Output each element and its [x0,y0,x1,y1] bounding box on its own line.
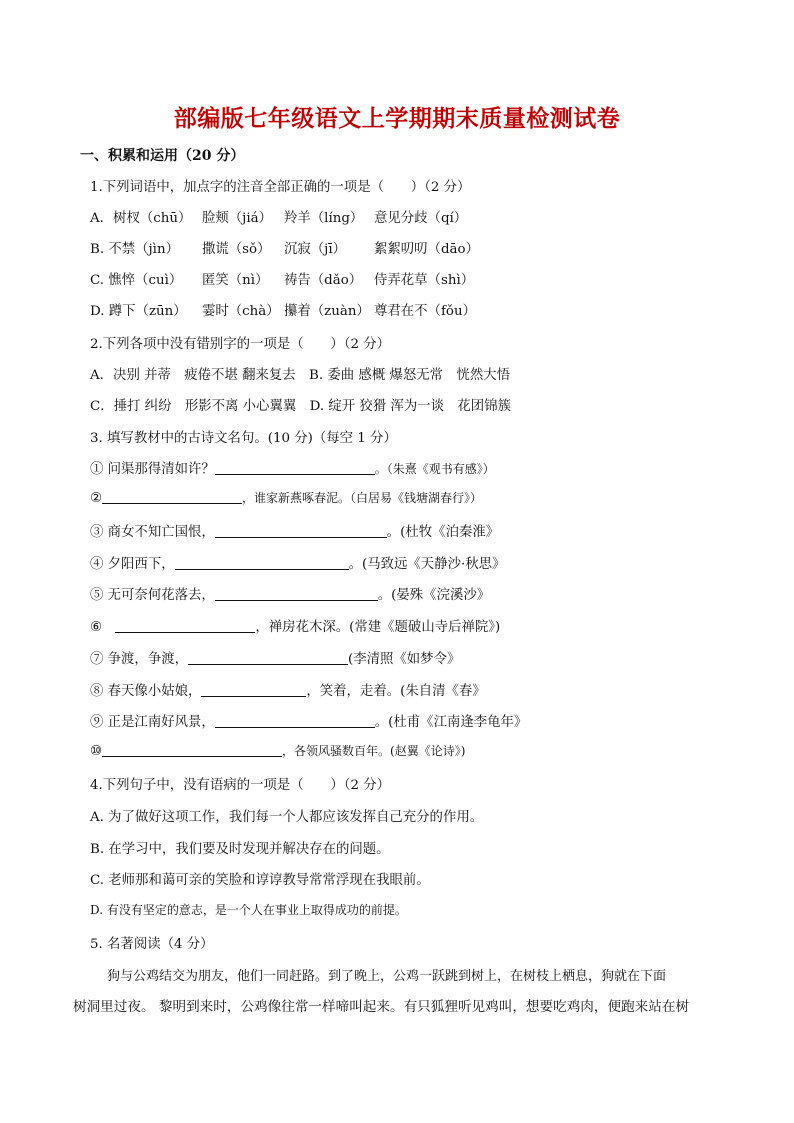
question-2-options-cd: C．捶打 纠纷 形影不离 小心翼翼 D. 绽开 狡猾 浑为一谈 花团锦簇 [90,399,511,414]
option-term: C. 憔悴（cuì） [90,273,183,288]
poem-source: ，禅房花木深。(常建《题破山寺后禅院》) [255,620,501,635]
option-term: 攥着（zuàn） [284,304,370,319]
question-4-option-a: A. 为了做好这项工作，我们每一个人都应该发挥自己充分的作用。 [90,810,484,825]
poem-item-2 [90,489,482,506]
page-title: 部编版七年级语文上学期期末质量检测试卷 [173,106,621,132]
option-term: 侍弄花草（shì） [374,273,475,288]
poem-prompt: ⑦ 争渡，争渡， [90,652,188,667]
question-4-stem: 4.下列句子中，没有语病的一项是（ ）（2 分） [90,778,391,793]
question-3-stem: 3. 填写教材中的古诗文名句。(10 分)（每空 1 分） [90,431,397,446]
question-1-option-b [90,238,479,257]
poem-prompt: ⑥ [90,620,116,635]
poem-item-8 [90,680,486,699]
option-term: 尊君在不（fǒu） [374,304,476,319]
section-heading: 一、积累和运用（20 分） [80,148,245,164]
option-term: 沉寂（jī） [284,242,346,257]
poem-prompt: ⑩ [90,744,103,759]
option-term: 祷告（dǎo） [284,273,363,288]
poem-source: ，笑着，走着。(朱自清《春》 [306,684,486,699]
option-term: 匿笑（nì） [202,273,269,288]
question-2-stem: 2.下列各项中没有错别字的一项是（ ）（2 分） [90,337,391,352]
option-term: 羚羊（líng） [284,211,364,226]
question-4-option-c: C. 老师那和蔼可亲的笑脸和谆谆教导常常浮现在我眼前。 [90,873,430,888]
question-5-stem: 5. 名著阅读（4 分） [90,937,214,952]
poem-item-4 [90,553,505,572]
poem-source: 。(晏殊《浣溪沙》 [377,588,491,603]
question-1-option-a [90,207,467,226]
answer-blank[interactable] [115,618,255,633]
option-term: 撒谎（sǒ） [202,242,271,257]
reading-passage-line-2: 树洞里过夜。 黎明到来时，公鸡像往常一样啼叫起来。有只狐狸听见鸡叫，想要吃鸡肉，便跑来站在树 [73,999,690,1015]
option-term: 絮絮叨叨（dāo） [374,242,479,257]
question-4-option-b: B. 在学习中，我们要及时发现并解决存在的问题。 [90,842,390,857]
reading-passage-line-1: 狗与公鸡结交为朋友，他们一同赶路。到了晚上，公鸡一跃跳到树上，在树枝上栖息，狗就在下面 [107,969,667,984]
poem-prompt: ⑨ 正是江南好风景， [90,715,215,730]
answer-blank[interactable] [215,460,375,475]
poem-prompt: ③ 商女不知亡国恨， [90,525,215,540]
option-term: 霎时（chà） [202,304,280,319]
option-term: A．树杈（chū） [90,211,192,226]
answer-blank[interactable] [215,523,387,538]
question-1-stem: 1.下列词语中，加点字的注音全部正确的一项是（ ）（2 分） [90,180,471,195]
question-2-options-ab: A．决别 并蒂 疲倦不堪 翻来复去 B. 委曲 感概 爆怒无常 恍然大悟 [90,368,510,383]
option-term: 脸颊（jiá） [202,211,272,226]
poem-source: 。(杜牧《泊秦淮》 [386,525,500,540]
answer-blank[interactable] [215,586,378,601]
question-1-option-c [90,269,474,288]
poem-item-5 [90,584,490,603]
answer-blank[interactable] [175,555,349,570]
poem-prompt: ⑧ 春天像小姑娘， [90,684,202,699]
answer-blank[interactable] [215,713,375,728]
poem-prompt: ① 问渠那得清如许？ [90,462,215,477]
poem-prompt: ② [90,491,103,506]
answer-blank[interactable] [188,650,348,665]
poem-item-10 [90,742,465,759]
poem-source: 。（朱熹《观书有感》） [374,462,495,476]
poem-prompt: ⑤ 无可奈何花落去， [90,588,215,603]
question-1-option-d [90,300,476,319]
option-term: D. 蹲下（zūn） [90,304,187,319]
answer-blank[interactable] [102,742,282,757]
option-term: B. 不禁（jìn） [90,242,179,257]
answer-blank[interactable] [102,489,242,504]
poem-item-6 [90,616,500,635]
poem-item-7 [90,648,460,667]
poem-source: ，谁家新燕啄春泥。（白居易《钱塘湖春行》） [242,491,483,505]
answer-blank[interactable] [201,682,306,697]
poem-item-3 [90,521,499,540]
poem-source: (李清照《如梦令》 [348,652,461,667]
poem-prompt: ④ 夕阳西下， [90,557,175,572]
poem-source: 。(马致远《天静沙·秋思》 [348,557,506,572]
poem-source: 。(杜甫《江南逢李龟年》 [374,715,528,730]
question-4-option-d: D. 有没有坚定的意志，是一个人在事业上取得成功的前提。 [90,903,407,917]
poem-source: ，各领风骚数百年。(赵翼《论诗》) [282,744,466,758]
poem-item-9 [90,711,527,730]
poem-item-1 [90,458,495,477]
option-term: 意见分歧（qí） [374,211,468,226]
